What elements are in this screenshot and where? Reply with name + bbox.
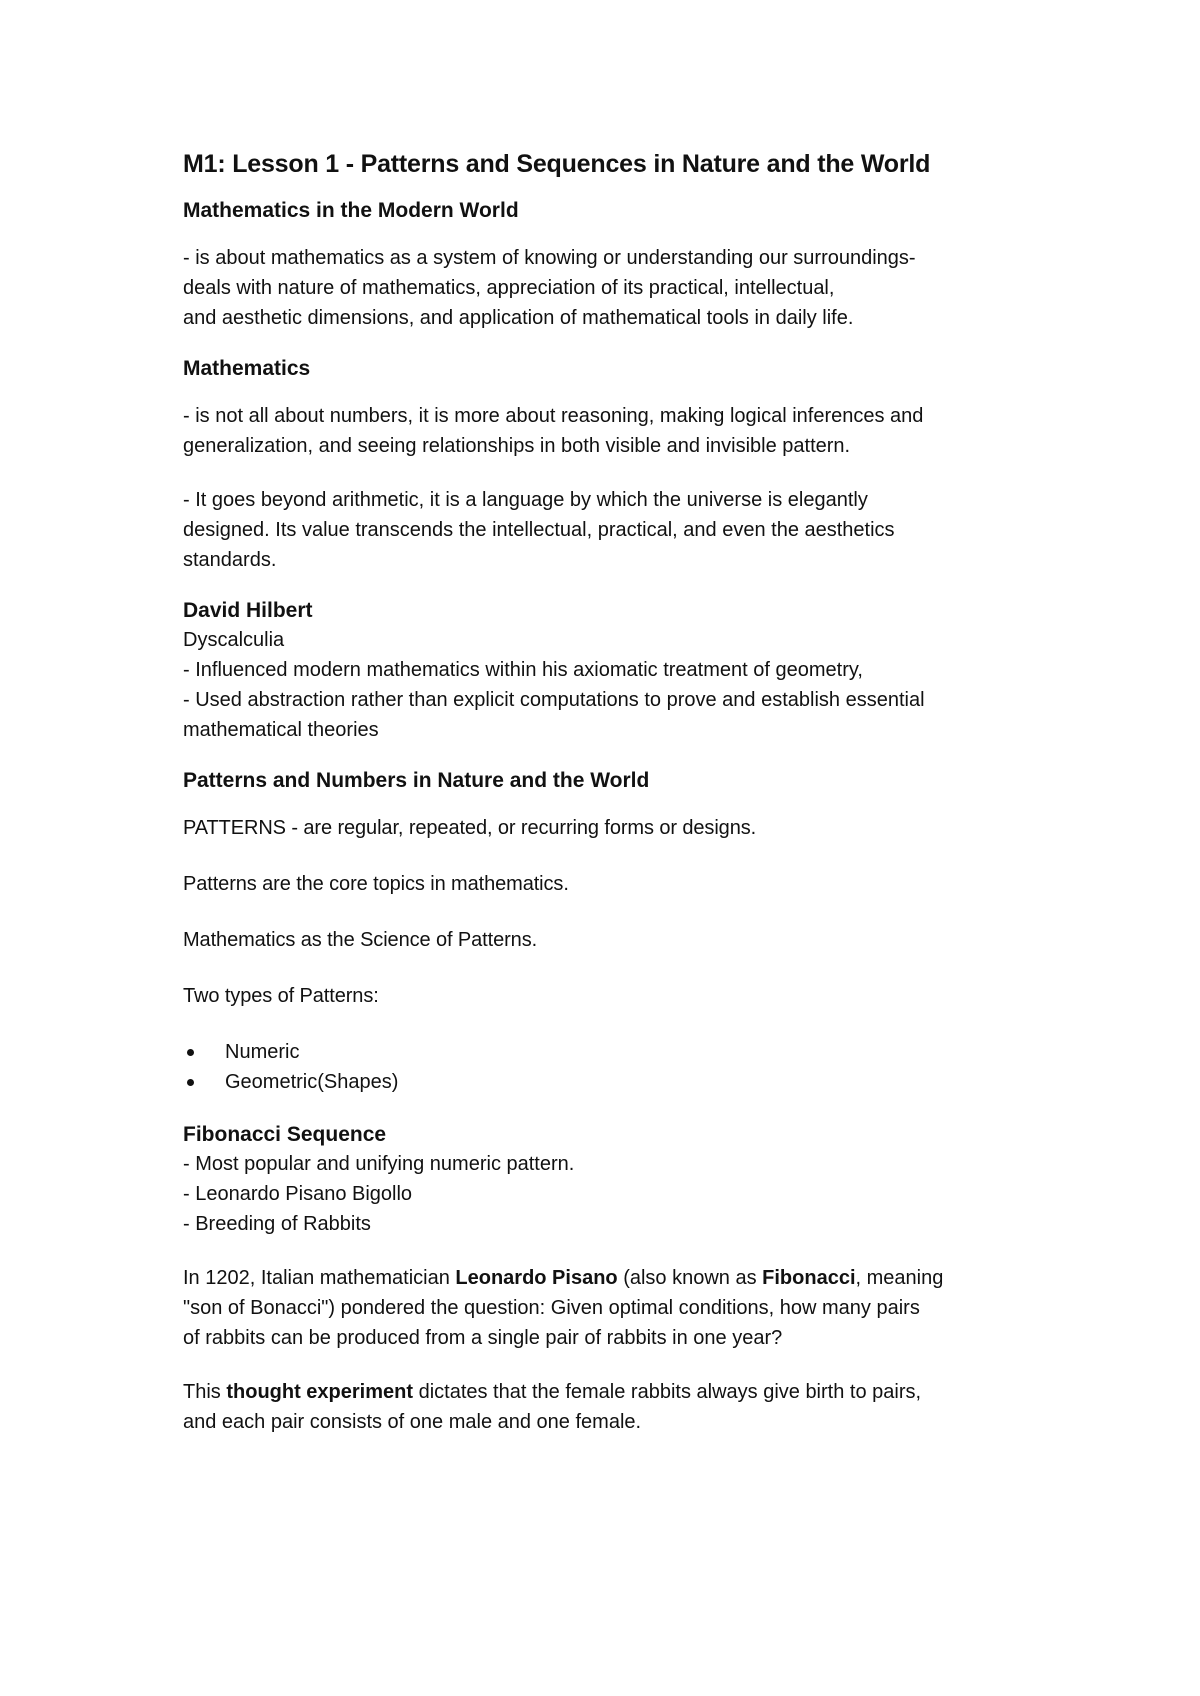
paragraph-david-hilbert xyxy=(183,625,1060,745)
bullet-icon xyxy=(187,1079,194,1086)
heading-mathematics: Mathematics xyxy=(183,357,311,380)
text-line: designed. Its value transcends the intellectual, practical, and even the aesthetics xyxy=(183,519,895,541)
list-item-label: Numeric xyxy=(225,1041,300,1063)
list-item xyxy=(183,1067,1060,1097)
list-item xyxy=(183,1037,1060,1067)
bold-text: Leonardo Pisano xyxy=(455,1267,618,1289)
pattern-types-list xyxy=(183,1037,1060,1097)
heading-fibonacci: Fibonacci Sequence xyxy=(183,1123,387,1146)
text-line: mathematical theories xyxy=(183,719,379,741)
text-line: deals with nature of mathematics, appreciation of its practical, intellectual, xyxy=(183,277,835,299)
text-line: standards. xyxy=(183,549,277,571)
paragraph-science-of-patterns: Mathematics as the Science of Patterns. xyxy=(183,929,538,951)
text-run: In 1202, Italian mathematician xyxy=(183,1267,456,1289)
text-line: of rabbits can be produced from a single pair of rabbits in one year? xyxy=(183,1327,783,1349)
heading-patterns-numbers: Patterns and Numbers in Nature and the World xyxy=(183,769,650,792)
text-line: - Breeding of Rabbits xyxy=(183,1213,371,1235)
paragraph-math-modern-world xyxy=(183,243,1060,333)
bullet-icon xyxy=(187,1049,194,1056)
text-line: and each pair consists of one male and one female. xyxy=(183,1411,642,1433)
paragraph-two-types: Two types of Patterns: xyxy=(183,985,379,1007)
text-line: and aesthetic dimensions, and application of mathematical tools in daily life. xyxy=(183,307,854,329)
text-run: , meaning xyxy=(855,1267,944,1289)
text-run: (also known as xyxy=(617,1267,763,1289)
text-line: - It goes beyond arithmetic, it is a language by which the universe is elegantly xyxy=(183,489,868,511)
text-line: - Used abstraction rather than explicit computations to prove and establish essential xyxy=(183,689,925,711)
text-run: This xyxy=(183,1381,227,1403)
bold-text: Fibonacci xyxy=(762,1267,856,1289)
text-line: - Influenced modern mathematics within his axiomatic treatment of geometry, xyxy=(183,659,863,681)
text-line: - is about mathematics as a system of knowing or understanding our surroundings- xyxy=(183,247,916,269)
text-run: dictates that the female rabbits always give birth to pairs, xyxy=(413,1381,922,1403)
text-line: - is not all about numbers, it is more about reasoning, making logical inferences and xyxy=(183,405,924,427)
text-line: "son of Bonacci") pondered the question: Given optimal conditions, how many pairs xyxy=(183,1297,920,1319)
heading-david-hilbert: David Hilbert xyxy=(183,599,313,622)
paragraph-thought-experiment xyxy=(183,1377,1060,1437)
document-title: M1: Lesson 1 - Patterns and Sequences in Nature and the World xyxy=(183,150,931,178)
heading-math-modern-world: Mathematics in the Modern World xyxy=(183,199,519,222)
text-line xyxy=(183,1377,1060,1407)
paragraph-mathematics-2 xyxy=(183,485,1060,575)
bold-text: thought experiment xyxy=(226,1381,414,1403)
text-line: generalization, and seeing relationships in both visible and invisible pattern. xyxy=(183,435,851,457)
text-line: - Most popular and unifying numeric pattern. xyxy=(183,1153,575,1175)
text-line xyxy=(183,1263,1060,1293)
paragraph-mathematics-1 xyxy=(183,401,1060,461)
paragraph-patterns-core: Patterns are the core topics in mathematics. xyxy=(183,873,569,895)
paragraph-patterns-definition: PATTERNS - are regular, repeated, or recurring forms or designs. xyxy=(183,817,757,839)
paragraph-fibonacci-points xyxy=(183,1149,1060,1239)
text-line: - Leonardo Pisano Bigollo xyxy=(183,1183,413,1205)
paragraph-fibonacci-history xyxy=(183,1263,1060,1353)
list-item-label: Geometric(Shapes) xyxy=(225,1071,399,1093)
text-line: Dyscalculia xyxy=(183,629,285,651)
